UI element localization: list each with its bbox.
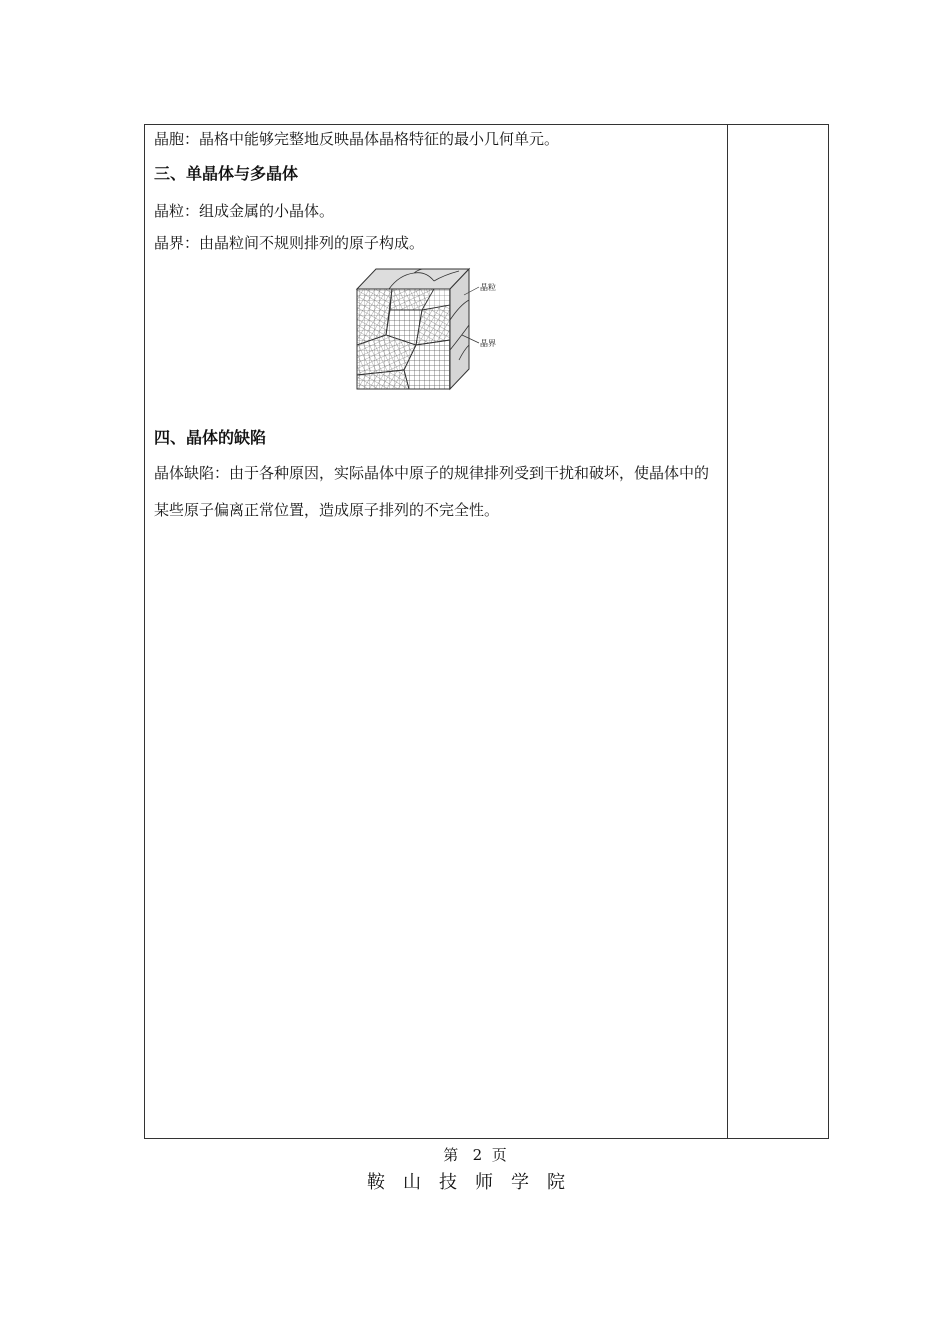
school-name: 鞍山技师学院 — [367, 1172, 583, 1193]
page-number: 2 — [472, 1146, 483, 1164]
page-suffix: 页 — [491, 1146, 507, 1164]
grain-label: 晶粒 — [480, 283, 496, 292]
crystal-defect-definition: 晶体缺陷：由于各种原因，实际晶体中原子的规律排列受到干扰和破坏，使晶体中的某些原子偏离正常位置，造成原子排列的不完全性。 — [154, 464, 710, 519]
page-number-footer — [0, 1144, 950, 1165]
section-heading-4: 四、晶体的缺陷 — [154, 428, 267, 447]
grain-boundary-definition: 晶界：由晶粒间不规则排列的原子构成。 — [154, 234, 425, 252]
section-heading-3: 三、单晶体与多晶体 — [154, 164, 299, 183]
page-prefix: 第 — [443, 1146, 459, 1164]
column-divider — [727, 125, 728, 1138]
boundary-label: 晶界 — [480, 339, 496, 348]
polycrystal-diagram — [354, 265, 514, 395]
content-table — [144, 124, 829, 1139]
unit-cell-definition: 晶胞：晶格中能够完整地反映晶体晶格特征的最小几何单元。 — [154, 130, 560, 148]
grain-definition: 晶粒：组成金属的小晶体。 — [154, 202, 335, 220]
